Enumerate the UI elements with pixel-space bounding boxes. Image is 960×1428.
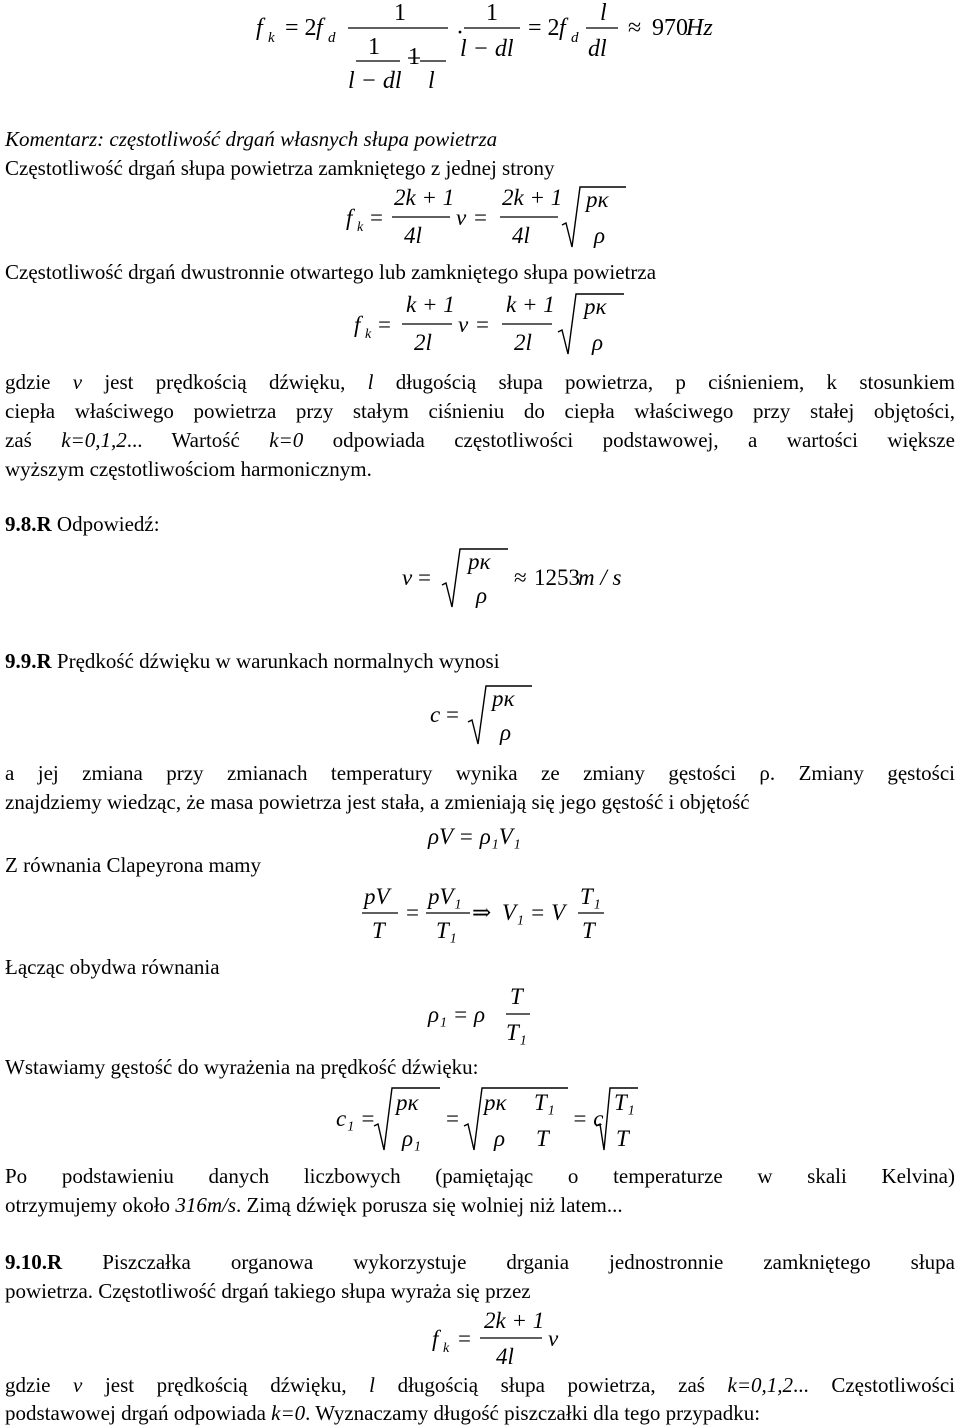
eq-numerator: pV₁ (428, 884, 462, 909)
equation-organ-pipe (430, 1306, 600, 1370)
eq-text: = c (572, 1106, 604, 1131)
eq-text: ≈ (514, 565, 527, 590)
equation-mass-conservation: ρV = ρ₁V₁ (428, 824, 521, 849)
equation-speed-temperature (334, 1084, 644, 1158)
eq-subscript: k (268, 30, 275, 46)
eq-symbol: f (346, 205, 353, 230)
eq-denominator: 4l (496, 1344, 514, 1369)
equation-speed-value (396, 545, 622, 615)
section-label: 9.9.R (5, 649, 52, 673)
equation-clapeyron (360, 880, 620, 950)
insert-label: Wstawiamy gęstość do wyrażenia na prędkość dźwięku: (5, 1055, 479, 1079)
paragraph-line: znajdziemy wiedząc, że masa powietrza jest stała, a zmieniają się jego gęstość i objętość (5, 790, 750, 814)
eq-numerator: k + 1 (406, 292, 455, 317)
eq-numerator: 1 (394, 0, 406, 26)
equation-open-pipe (348, 290, 648, 360)
eq-numerator: l (600, 0, 607, 26)
eq-denominator: T (536, 1126, 549, 1151)
eq-text: c₁ = (336, 1106, 376, 1131)
eq-value: 1253 (534, 565, 580, 590)
svg-text:=: = (476, 312, 489, 337)
eq-text: · (456, 20, 464, 46)
eq-numerator: 1 (408, 44, 420, 70)
equation-speed-of-sound (426, 682, 556, 752)
eq-text: = (446, 702, 459, 727)
eq-text: ≈ (628, 15, 642, 41)
svg-text:=: = (406, 900, 419, 925)
eq-subscript: d (328, 30, 336, 46)
eq-numerator: 1 (368, 34, 380, 60)
eq-denominator: T₁ (506, 1020, 527, 1045)
eq-denominator: T (616, 1126, 629, 1151)
eq-numerator: pV (364, 884, 390, 909)
eq-denominator: T (372, 918, 385, 943)
eq-numerator: pκ (584, 294, 607, 319)
eq-denominator: T (582, 918, 595, 943)
eq-numerator: 2k + 1 (394, 185, 455, 210)
eq-subscript: k (443, 1341, 450, 1356)
eq-text: = 2 (528, 15, 560, 41)
paragraph-line: zaś k=0,1,2... Wartość k=0 odpowiada częstotliwości podstawowej, a wartości większe (5, 428, 955, 452)
eq-numerator: T₁ (534, 1090, 555, 1115)
eq-symbol: v (458, 312, 469, 337)
eq-symbol: v (456, 205, 467, 230)
section-9-8: 9.8.R Odpowiedź: (5, 512, 160, 536)
section-label: 9.8.R (5, 512, 52, 536)
eq-denominator: l (428, 68, 435, 94)
clapeyron-label: Z równania Clapeyrona mamy (5, 853, 261, 877)
eq-symbol: c (430, 702, 441, 727)
eq-symbol: f (316, 15, 323, 41)
eq-numerator: 2k + 1 (484, 1308, 545, 1333)
eq-denominator: ρ (594, 223, 606, 248)
paragraph-line: gdzie v jest prędkością dźwięku, l długością słupa powietrza, zaś k=0,1,2... Częstotliwości (5, 1373, 955, 1397)
svg-text:=: = (378, 312, 391, 337)
eq-subscript: k (365, 327, 372, 342)
closed-pipe-label: Częstotliwość drgań słupa powietrza zamkniętego z jednej strony (5, 156, 555, 180)
eq-numerator: 1 (486, 0, 498, 26)
eq-denominator: l − dl (348, 68, 402, 94)
eq-denominator: 2l (514, 330, 532, 355)
eq-symbol: v (548, 1326, 559, 1351)
eq-numerator: pκ (484, 1090, 507, 1115)
comment-title: Komentarz: częstotliwość drgań własnych słupa powietrza (5, 127, 498, 151)
eq-unit: m / s (578, 565, 622, 590)
eq-numerator: T₁ (580, 884, 601, 909)
eq-denominator: ρ (494, 1126, 506, 1151)
eq-text: ρ₁ = ρ (428, 1002, 486, 1027)
paragraph-line: gdzie v jest prędkością dźwięku, l długością słupa powietrza, p ciśnieniem, k stosunkiem (5, 370, 955, 394)
eq-text: V₁ = V (502, 900, 566, 925)
eq-numerator: pκ (586, 187, 609, 212)
paragraph-line: otrzymujemy około 316m/s. Zimą dźwięk porusza się wolniej niż latem... (5, 1193, 623, 1217)
eq-numerator: 2k + 1 (502, 185, 563, 210)
eq-text: = (418, 565, 431, 590)
paragraph-line: podstawowej drgań odpowiada k=0. Wyznaczamy długość piszczałki dla tego przypadku: (5, 1401, 761, 1425)
svg-text:=: = (474, 205, 487, 230)
eq-symbol: f (559, 15, 566, 41)
eq-symbol: f (432, 1326, 439, 1351)
eq-text: = (458, 1326, 471, 1351)
eq-denominator: 4l (404, 223, 422, 248)
paragraph-line: wyższym częstotliwościom harmonicznym. (5, 457, 372, 481)
eq-symbol: f (256, 15, 263, 41)
paragraph-line: a jej zmiana przy zmianach temperatury wynika ze zmiany gęstości ρ. Zmiany gęstości (5, 761, 955, 785)
eq-numerator: pκ (396, 1090, 419, 1115)
paragraph-line: Po podstawieniu danych liczbowych (pamiętając o temperaturze w skali Kelvina) (5, 1164, 955, 1188)
section-label: 9.10.R (5, 1250, 63, 1274)
eq-denominator: 4l (512, 223, 530, 248)
open-pipe-label: Częstotliwość drgań dwustronnie otwartego lub zamkniętego słupa powietrza (5, 260, 657, 284)
eq-denominator: ρ₁ (402, 1126, 422, 1151)
paragraph-line: powietrza. Częstotliwość drgań takiego słupa wyraża się przez (5, 1279, 531, 1303)
equation-closed-pipe (340, 183, 640, 253)
eq-text: ⇒ (472, 900, 492, 925)
eq-symbol: v (402, 565, 413, 590)
eq-unit: Hz (686, 15, 713, 41)
eq-text: = 2 (285, 15, 317, 41)
equation-frequency-result (250, 0, 730, 100)
eq-denominator: ρ (592, 330, 604, 355)
eq-denominator: dl (588, 36, 607, 62)
equation-density (426, 982, 546, 1052)
eq-numerator: pκ (468, 549, 491, 574)
section-9-9: 9.9.R Prędkość dźwięku w warunkach normalnych wynosi (5, 649, 500, 673)
eq-denominator: l − dl (460, 36, 514, 62)
eq-denominator: 2l (414, 330, 432, 355)
eq-denominator: T₁ (436, 918, 457, 943)
eq-value: 970 (652, 15, 688, 41)
combine-label: Łącząc obydwa równania (5, 955, 220, 979)
eq-denominator: ρ (476, 583, 488, 608)
eq-denominator: ρ (500, 720, 512, 745)
svg-text:=: = (370, 205, 383, 230)
eq-numerator: T (510, 984, 523, 1009)
eq-numerator: T₁ (614, 1090, 635, 1115)
section-9-10: 9.10.R Piszczałka organowa wykorzystuje drgania jednostronnie zamkniętego słupa (5, 1250, 955, 1274)
eq-symbol: f (354, 312, 361, 337)
eq-subscript: k (357, 220, 364, 235)
eq-subscript: d (571, 30, 579, 46)
eq-numerator: k + 1 (506, 292, 555, 317)
eq-text: = (446, 1106, 459, 1131)
paragraph-line: ciepła właściwego powietrza przy stałym ciśnieniu do ciepła właściwego przy stałej objętości, (5, 399, 955, 423)
eq-numerator: pκ (492, 686, 515, 711)
